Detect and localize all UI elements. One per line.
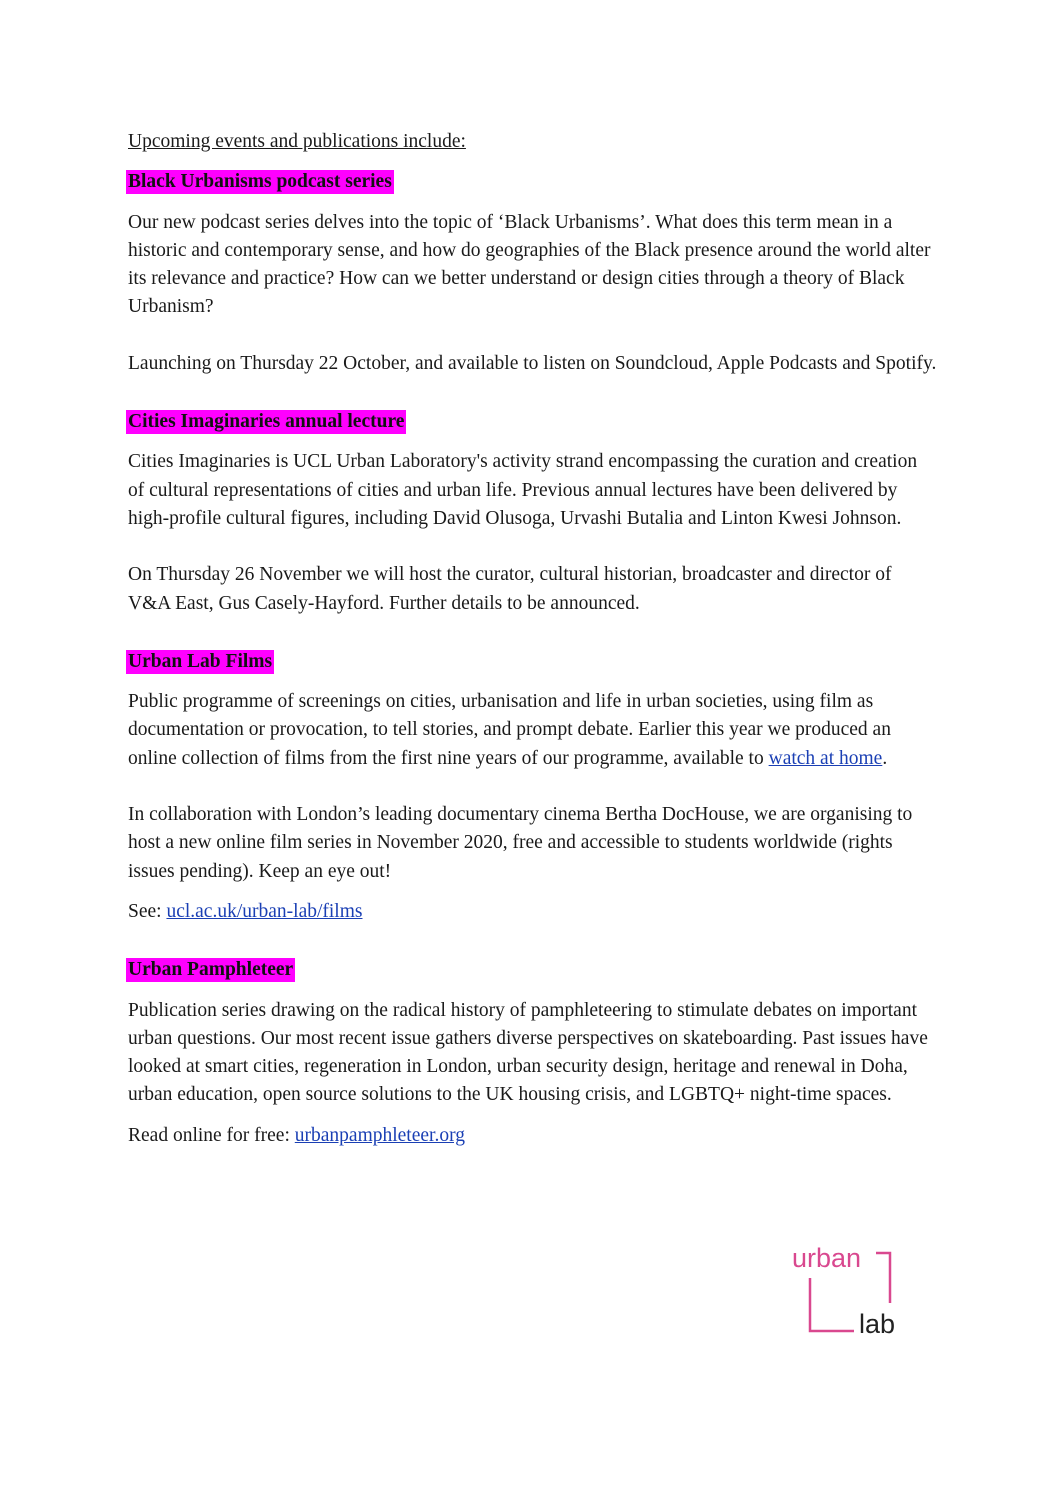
logo-bracket-bottom [810,1278,854,1331]
section-cities-imaginaries [128,408,938,618]
read-line [128,1122,938,1150]
section-paragraph: Our new podcast series delves into the topic of ‘Black Urbanisms’. What does this term mean in a historic and contemporary sense, and how do geographies of the Black presence around the world alter its relevance and practice? How can we better understand or design cities through a theory of Black Urbanism? [128,211,931,318]
section-paragraph: On Thursday 26 November we will host the curator, cultural historian, broadcaster and director of V&A East, Gus Casely-Hayford. Further details to be announced. [128,564,892,614]
urban-lab-logo [790,1243,910,1338]
section-heading: Urban Lab Films [128,650,273,672]
section-paragraph: Launching on Thursday 22 October, and available to listen on Soundcloud, Apple Podcasts and Spotify. [128,352,937,374]
logo-word-lab: lab [859,1309,896,1338]
document-page [128,128,938,1150]
section-urban-lab-films [128,648,938,926]
see-label: See: [128,900,167,922]
section-paragraph: Publication series drawing on the radical history of pamphleteering to stimulate debates on important urban questions. Our most recent issue gathers diverse perspectives on skateboarding. Past issues have looked at smart cities, regeneration in London, urban security design, heritage and renewal in Doha, urban education, open source solutions to the UK housing crisis, and LGBTQ+ night-time spaces. [128,999,928,1106]
films-link[interactable]: ucl.ac.uk/urban-lab/films [166,900,363,922]
logo-bracket-top [876,1253,890,1303]
urbanpamphleteer-link[interactable]: urbanpamphleteer.org [294,1124,465,1146]
section-heading: Urban Pamphleteer [128,959,294,981]
section-paragraph: In collaboration with London’s leading documentary cinema Bertha DocHouse, we are organising to host a new online film series in November 2020, free and accessible to students worldwide (rights issues pending). Keep an eye out! [128,804,913,882]
section-urban-pamphleteer [128,956,938,1150]
section-heading: Black Urbanisms podcast series [128,171,392,193]
section-heading: Cities Imaginaries annual lecture [128,411,405,433]
section-black-urbanisms [128,168,938,378]
watch-at-home-link[interactable]: watch at home [768,747,883,769]
paragraph-end: . [882,747,888,769]
section-paragraph [128,688,938,773]
intro-line: Upcoming events and publications include: [128,131,466,152]
read-label: Read online for free: [128,1124,295,1146]
paragraph-text: Public programme of screenings on cities, urbanisation and life in urban societies, using film as documentation or provocation, to tell stories, and prompt debate. Earlier this year we produced an online collection of films from the first nine years of our programme, available to [128,691,891,769]
section-paragraph: Cities Imaginaries is UCL Urban Laboratory's activity strand encompassing the curation and creation of cultural representations of cities and urban life. Previous annual lectures have been delivered by high-profile cultural figures, including David Olusoga, Urvashi Butalia and Linton Kwesi Johnson. [128,451,918,529]
logo-word-urban: urban [792,1243,862,1273]
see-line [128,898,938,926]
